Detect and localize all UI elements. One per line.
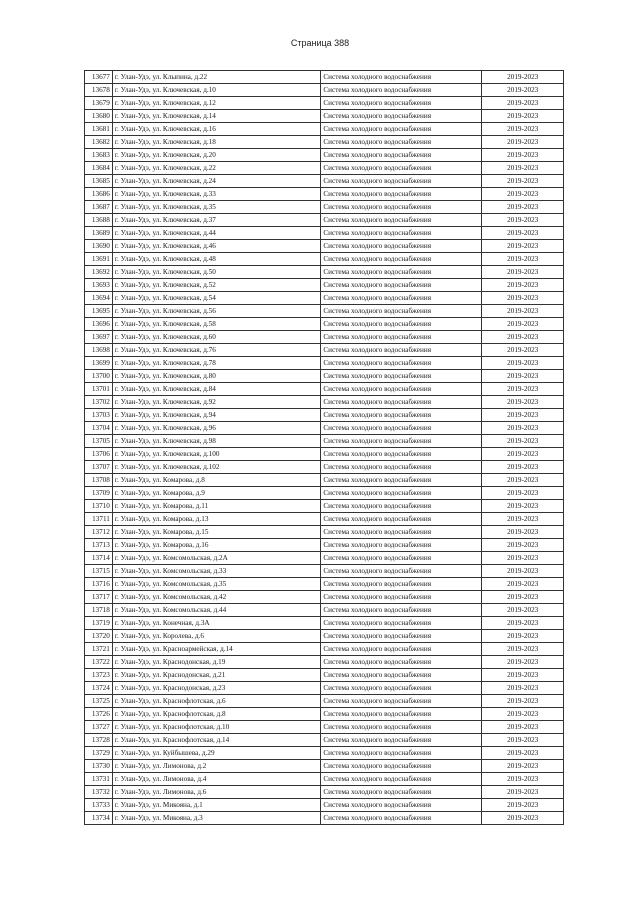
address-cell: г. Улан-Удэ, ул. Ключевская, д.24 — [112, 175, 321, 188]
system-cell: Система холодного водоснабжения — [321, 747, 482, 760]
system-cell: Система холодного водоснабжения — [321, 162, 482, 175]
system-cell: Система холодного водоснабжения — [321, 318, 482, 331]
period-cell: 2019-2023 — [482, 747, 564, 760]
row-number-cell: 13702 — [85, 396, 113, 409]
row-number-cell: 13712 — [85, 526, 113, 539]
table-row — [85, 318, 564, 331]
row-number-cell: 13728 — [85, 734, 113, 747]
period-cell: 2019-2023 — [482, 71, 564, 84]
address-cell: г. Улан-Удэ, ул. Краснодонская, д.23 — [112, 682, 321, 695]
row-number-cell: 13733 — [85, 799, 113, 812]
address-cell: г. Улан-Удэ, ул. Ключевская, д.12 — [112, 97, 321, 110]
table-row — [85, 201, 564, 214]
row-number-cell: 13699 — [85, 357, 113, 370]
address-cell: г. Улан-Удэ, ул. Краснофлотская, д.10 — [112, 721, 321, 734]
address-cell: г. Улан-Удэ, ул. Ключевская, д.16 — [112, 123, 321, 136]
table-row — [85, 513, 564, 526]
system-cell: Система холодного водоснабжения — [321, 448, 482, 461]
table-row — [85, 682, 564, 695]
system-cell: Система холодного водоснабжения — [321, 409, 482, 422]
system-cell: Система холодного водоснабжения — [321, 630, 482, 643]
row-number-cell: 13707 — [85, 461, 113, 474]
system-cell: Система холодного водоснабжения — [321, 227, 482, 240]
table-row — [85, 97, 564, 110]
period-cell: 2019-2023 — [482, 162, 564, 175]
address-cell: г. Улан-Удэ, ул. Ключевская, д.92 — [112, 396, 321, 409]
table-row — [85, 656, 564, 669]
address-cell: г. Улан-Удэ, ул. Ключевская, д.54 — [112, 292, 321, 305]
system-cell: Система холодного водоснабжения — [321, 188, 482, 201]
system-cell: Система холодного водоснабжения — [321, 253, 482, 266]
row-number-cell: 13711 — [85, 513, 113, 526]
period-cell: 2019-2023 — [482, 734, 564, 747]
table-row — [85, 175, 564, 188]
address-cell: г. Улан-Удэ, ул. Комсомольская, д.33 — [112, 565, 321, 578]
address-cell: г. Улан-Удэ, ул. Лимонова, д.6 — [112, 786, 321, 799]
system-cell: Система холодного водоснабжения — [321, 604, 482, 617]
period-cell: 2019-2023 — [482, 344, 564, 357]
row-number-cell: 13689 — [85, 227, 113, 240]
address-cell: г. Улан-Удэ, ул. Краснофлотская, д.14 — [112, 734, 321, 747]
period-cell: 2019-2023 — [482, 682, 564, 695]
system-cell: Система холодного водоснабжения — [321, 721, 482, 734]
period-cell: 2019-2023 — [482, 84, 564, 97]
row-number-cell: 13731 — [85, 773, 113, 786]
period-cell: 2019-2023 — [482, 799, 564, 812]
address-cell: г. Улан-Удэ, ул. Лимонова, д.2 — [112, 760, 321, 773]
system-cell: Система холодного водоснабжения — [321, 578, 482, 591]
system-cell: Система холодного водоснабжения — [321, 214, 482, 227]
period-cell: 2019-2023 — [482, 786, 564, 799]
row-number-cell: 13698 — [85, 344, 113, 357]
period-cell: 2019-2023 — [482, 474, 564, 487]
system-cell: Система холодного водоснабжения — [321, 565, 482, 578]
table-row — [85, 370, 564, 383]
address-cell: г. Улан-Удэ, ул. Комарова, д.11 — [112, 500, 321, 513]
table-row — [85, 578, 564, 591]
program-table — [84, 70, 564, 825]
system-cell: Система холодного водоснабжения — [321, 656, 482, 669]
row-number-cell: 13724 — [85, 682, 113, 695]
period-cell: 2019-2023 — [482, 669, 564, 682]
table-row — [85, 799, 564, 812]
table-row — [85, 240, 564, 253]
address-cell: г. Улан-Удэ, ул. Конечная, д.3А — [112, 617, 321, 630]
period-cell: 2019-2023 — [482, 370, 564, 383]
period-cell: 2019-2023 — [482, 487, 564, 500]
row-number-cell: 13715 — [85, 565, 113, 578]
table-row — [85, 214, 564, 227]
table-row — [85, 331, 564, 344]
system-cell: Система холодного водоснабжения — [321, 461, 482, 474]
period-cell: 2019-2023 — [482, 188, 564, 201]
period-cell: 2019-2023 — [482, 500, 564, 513]
system-cell: Система холодного водоснабжения — [321, 240, 482, 253]
system-cell: Система холодного водоснабжения — [321, 812, 482, 825]
address-cell: г. Улан-Удэ, ул. Ключевская, д.22 — [112, 162, 321, 175]
system-cell: Система холодного водоснабжения — [321, 513, 482, 526]
system-cell: Система холодного водоснабжения — [321, 773, 482, 786]
table-row — [85, 84, 564, 97]
table-row — [85, 565, 564, 578]
row-number-cell: 13703 — [85, 409, 113, 422]
address-cell: г. Улан-Удэ, ул. Краснодонская, д.21 — [112, 669, 321, 682]
system-cell: Система холодного водоснабжения — [321, 552, 482, 565]
row-number-cell: 13710 — [85, 500, 113, 513]
system-cell: Система холодного водоснабжения — [321, 357, 482, 370]
period-cell: 2019-2023 — [482, 409, 564, 422]
row-number-cell: 13705 — [85, 435, 113, 448]
row-number-cell: 13713 — [85, 539, 113, 552]
address-cell: г. Улан-Удэ, ул. Ключевская, д.44 — [112, 227, 321, 240]
address-cell: г. Улан-Удэ, ул. Ключевская, д.94 — [112, 409, 321, 422]
address-cell: г. Улан-Удэ, ул. Ключевская, д.78 — [112, 357, 321, 370]
row-number-cell: 13727 — [85, 721, 113, 734]
row-number-cell: 13730 — [85, 760, 113, 773]
system-cell: Система холодного водоснабжения — [321, 136, 482, 149]
period-cell: 2019-2023 — [482, 240, 564, 253]
row-number-cell: 13706 — [85, 448, 113, 461]
period-cell: 2019-2023 — [482, 526, 564, 539]
row-number-cell: 13681 — [85, 123, 113, 136]
system-cell: Система холодного водоснабжения — [321, 799, 482, 812]
table-row — [85, 448, 564, 461]
row-number-cell: 13691 — [85, 253, 113, 266]
table-row — [85, 123, 564, 136]
table-body — [85, 71, 564, 825]
period-cell: 2019-2023 — [482, 604, 564, 617]
address-cell: г. Улан-Удэ, ул. Комарова, д.9 — [112, 487, 321, 500]
address-cell: г. Улан-Удэ, ул. Краснофлотская, д.6 — [112, 695, 321, 708]
address-cell: г. Улан-Удэ, ул. Ключевская, д.33 — [112, 188, 321, 201]
row-number-cell: 13720 — [85, 630, 113, 643]
system-cell: Система холодного водоснабжения — [321, 734, 482, 747]
address-cell: г. Улан-Удэ, ул. Ключевская, д.37 — [112, 214, 321, 227]
table-row — [85, 643, 564, 656]
system-cell: Система холодного водоснабжения — [321, 305, 482, 318]
table-row — [85, 630, 564, 643]
row-number-cell: 13685 — [85, 175, 113, 188]
address-cell: г. Улан-Удэ, ул. Ключевская, д.14 — [112, 110, 321, 123]
address-cell: г. Улан-Удэ, ул. Ключевская, д.56 — [112, 305, 321, 318]
row-number-cell: 13726 — [85, 708, 113, 721]
row-number-cell: 13722 — [85, 656, 113, 669]
address-cell: г. Улан-Удэ, ул. Микояна, д.1 — [112, 799, 321, 812]
period-cell: 2019-2023 — [482, 227, 564, 240]
row-number-cell: 13704 — [85, 422, 113, 435]
row-number-cell: 13692 — [85, 266, 113, 279]
table-row — [85, 591, 564, 604]
system-cell: Система холодного водоснабжения — [321, 591, 482, 604]
system-cell: Система холодного водоснабжения — [321, 617, 482, 630]
row-number-cell: 13700 — [85, 370, 113, 383]
address-cell: г. Улан-Удэ, ул. Микояна, д.3 — [112, 812, 321, 825]
table-row — [85, 253, 564, 266]
system-cell: Система холодного водоснабжения — [321, 682, 482, 695]
period-cell: 2019-2023 — [482, 656, 564, 669]
period-cell: 2019-2023 — [482, 305, 564, 318]
table-row — [85, 604, 564, 617]
period-cell: 2019-2023 — [482, 357, 564, 370]
system-cell: Система холодного водоснабжения — [321, 526, 482, 539]
system-cell: Система холодного водоснабжения — [321, 201, 482, 214]
system-cell: Система холодного водоснабжения — [321, 149, 482, 162]
row-number-cell: 13729 — [85, 747, 113, 760]
table-row — [85, 734, 564, 747]
address-cell: г. Улан-Удэ, ул. Ключевская, д.100 — [112, 448, 321, 461]
row-number-cell: 13688 — [85, 214, 113, 227]
table-row — [85, 526, 564, 539]
system-cell: Система холодного водоснабжения — [321, 695, 482, 708]
system-cell: Система холодного водоснабжения — [321, 84, 482, 97]
row-number-cell: 13690 — [85, 240, 113, 253]
address-cell: г. Улан-Удэ, ул. Ключевская, д.60 — [112, 331, 321, 344]
table-row — [85, 227, 564, 240]
table-row — [85, 474, 564, 487]
period-cell: 2019-2023 — [482, 630, 564, 643]
system-cell: Система холодного водоснабжения — [321, 708, 482, 721]
address-cell: г. Улан-Удэ, ул. Краснофлотская, д.8 — [112, 708, 321, 721]
table-row — [85, 383, 564, 396]
period-cell: 2019-2023 — [482, 721, 564, 734]
address-cell: г. Улан-Удэ, ул. Красноармейская, д.14 — [112, 643, 321, 656]
period-cell: 2019-2023 — [482, 97, 564, 110]
system-cell: Система холодного водоснабжения — [321, 71, 482, 84]
period-cell: 2019-2023 — [482, 123, 564, 136]
row-number-cell: 13719 — [85, 617, 113, 630]
row-number-cell: 13678 — [85, 84, 113, 97]
period-cell: 2019-2023 — [482, 422, 564, 435]
period-cell: 2019-2023 — [482, 266, 564, 279]
period-cell: 2019-2023 — [482, 136, 564, 149]
table-row — [85, 773, 564, 786]
period-cell: 2019-2023 — [482, 448, 564, 461]
address-cell: г. Улан-Удэ, ул. Ключевская, д.98 — [112, 435, 321, 448]
table-row — [85, 617, 564, 630]
address-cell: г. Улан-Удэ, ул. Ключевская, д.96 — [112, 422, 321, 435]
period-cell: 2019-2023 — [482, 253, 564, 266]
address-cell: г. Улан-Удэ, ул. Комсомольская, д.42 — [112, 591, 321, 604]
row-number-cell: 13684 — [85, 162, 113, 175]
table-row — [85, 149, 564, 162]
row-number-cell: 13683 — [85, 149, 113, 162]
row-number-cell: 13725 — [85, 695, 113, 708]
address-cell: г. Улан-Удэ, ул. Ключевская, д.35 — [112, 201, 321, 214]
row-number-cell: 13732 — [85, 786, 113, 799]
period-cell: 2019-2023 — [482, 214, 564, 227]
table-row — [85, 552, 564, 565]
address-cell: г. Улан-Удэ, ул. Комарова, д.8 — [112, 474, 321, 487]
table-row — [85, 110, 564, 123]
row-number-cell: 13682 — [85, 136, 113, 149]
period-cell: 2019-2023 — [482, 292, 564, 305]
period-cell: 2019-2023 — [482, 565, 564, 578]
period-cell: 2019-2023 — [482, 539, 564, 552]
system-cell: Система холодного водоснабжения — [321, 760, 482, 773]
table-row — [85, 136, 564, 149]
period-cell: 2019-2023 — [482, 617, 564, 630]
period-cell: 2019-2023 — [482, 591, 564, 604]
period-cell: 2019-2023 — [482, 149, 564, 162]
row-number-cell: 13695 — [85, 305, 113, 318]
row-number-cell: 13709 — [85, 487, 113, 500]
address-cell: г. Улан-Удэ, ул. Ключевская, д.48 — [112, 253, 321, 266]
table-row — [85, 279, 564, 292]
address-cell: г. Улан-Удэ, ул. Ключевская, д.46 — [112, 240, 321, 253]
table-row — [85, 409, 564, 422]
table-row — [85, 669, 564, 682]
address-cell: г. Улан-Удэ, ул. Ключевская, д.58 — [112, 318, 321, 331]
system-cell: Система холодного водоснабжения — [321, 266, 482, 279]
table-row — [85, 786, 564, 799]
period-cell: 2019-2023 — [482, 383, 564, 396]
period-cell: 2019-2023 — [482, 643, 564, 656]
system-cell: Система холодного водоснабжения — [321, 279, 482, 292]
period-cell: 2019-2023 — [482, 708, 564, 721]
address-cell: г. Улан-Удэ, ул. Комсомольская, д.2А — [112, 552, 321, 565]
system-cell: Система холодного водоснабжения — [321, 422, 482, 435]
period-cell: 2019-2023 — [482, 435, 564, 448]
period-cell: 2019-2023 — [482, 331, 564, 344]
system-cell: Система холодного водоснабжения — [321, 292, 482, 305]
period-cell: 2019-2023 — [482, 110, 564, 123]
system-cell: Система холодного водоснабжения — [321, 331, 482, 344]
period-cell: 2019-2023 — [482, 461, 564, 474]
address-cell: г. Улан-Удэ, ул. Ключевская, д.76 — [112, 344, 321, 357]
page-header: Страница 388 — [290, 38, 350, 48]
row-number-cell: 13708 — [85, 474, 113, 487]
table-row — [85, 396, 564, 409]
row-number-cell: 13701 — [85, 383, 113, 396]
row-number-cell: 13677 — [85, 71, 113, 84]
row-number-cell: 13721 — [85, 643, 113, 656]
address-cell: г. Улан-Удэ, ул. Комарова, д.16 — [112, 539, 321, 552]
system-cell: Система холодного водоснабжения — [321, 474, 482, 487]
period-cell: 2019-2023 — [482, 279, 564, 292]
row-number-cell: 13718 — [85, 604, 113, 617]
period-cell: 2019-2023 — [482, 552, 564, 565]
system-cell: Система холодного водоснабжения — [321, 786, 482, 799]
system-cell: Система холодного водоснабжения — [321, 487, 482, 500]
address-cell: г. Улан-Удэ, ул. Краснодонская, д.19 — [112, 656, 321, 669]
period-cell: 2019-2023 — [482, 773, 564, 786]
row-number-cell: 13717 — [85, 591, 113, 604]
row-number-cell: 13697 — [85, 331, 113, 344]
system-cell: Система холодного водоснабжения — [321, 435, 482, 448]
address-cell: г. Улан-Удэ, ул. Ключевская, д.80 — [112, 370, 321, 383]
table-row — [85, 435, 564, 448]
row-number-cell: 13694 — [85, 292, 113, 305]
address-cell: г. Улан-Удэ, ул. Комарова, д.15 — [112, 526, 321, 539]
table-row — [85, 695, 564, 708]
address-cell: г. Улан-Удэ, ул. Ключевская, д.10 — [112, 84, 321, 97]
table-row — [85, 487, 564, 500]
table-row — [85, 708, 564, 721]
row-number-cell: 13696 — [85, 318, 113, 331]
period-cell: 2019-2023 — [482, 812, 564, 825]
table-row — [85, 188, 564, 201]
system-cell: Система холодного водоснабжения — [321, 123, 482, 136]
table-row — [85, 721, 564, 734]
row-number-cell: 13734 — [85, 812, 113, 825]
row-number-cell: 13687 — [85, 201, 113, 214]
table-row — [85, 344, 564, 357]
table-row — [85, 812, 564, 825]
row-number-cell: 13679 — [85, 97, 113, 110]
address-cell: г. Улан-Удэ, ул. Ключевская, д.52 — [112, 279, 321, 292]
row-number-cell: 13723 — [85, 669, 113, 682]
address-cell: г. Улан-Удэ, ул. Ключевская, д.84 — [112, 383, 321, 396]
system-cell: Система холодного водоснабжения — [321, 396, 482, 409]
period-cell: 2019-2023 — [482, 201, 564, 214]
table-row — [85, 162, 564, 175]
table-row — [85, 422, 564, 435]
row-number-cell: 13714 — [85, 552, 113, 565]
period-cell: 2019-2023 — [482, 175, 564, 188]
table-row — [85, 357, 564, 370]
address-cell: г. Улан-Удэ, ул. Лимонова, д.4 — [112, 773, 321, 786]
address-cell: г. Улан-Удэ, ул. Ключевская, д.18 — [112, 136, 321, 149]
table-row — [85, 71, 564, 84]
address-cell: г. Улан-Удэ, ул. Ключевская, д.20 — [112, 149, 321, 162]
period-cell: 2019-2023 — [482, 760, 564, 773]
system-cell: Система холодного водоснабжения — [321, 344, 482, 357]
period-cell: 2019-2023 — [482, 396, 564, 409]
system-cell: Система холодного водоснабжения — [321, 370, 482, 383]
table-row — [85, 747, 564, 760]
table-row — [85, 266, 564, 279]
row-number-cell: 13693 — [85, 279, 113, 292]
period-cell: 2019-2023 — [482, 578, 564, 591]
table-row — [85, 539, 564, 552]
address-cell: г. Улан-Удэ, ул. Королева, д.6 — [112, 630, 321, 643]
row-number-cell: 13716 — [85, 578, 113, 591]
system-cell: Система холодного водоснабжения — [321, 383, 482, 396]
address-cell: г. Улан-Удэ, ул. Куйбышева, д.29 — [112, 747, 321, 760]
table-row — [85, 461, 564, 474]
system-cell: Система холодного водоснабжения — [321, 669, 482, 682]
table-row — [85, 305, 564, 318]
system-cell: Система холодного водоснабжения — [321, 97, 482, 110]
period-cell: 2019-2023 — [482, 513, 564, 526]
address-cell: г. Улан-Удэ, ул. Комсомольская, д.44 — [112, 604, 321, 617]
table-row — [85, 760, 564, 773]
row-number-cell: 13686 — [85, 188, 113, 201]
address-cell: г. Улан-Удэ, ул. Ключевская, д.102 — [112, 461, 321, 474]
table-row — [85, 500, 564, 513]
system-cell: Система холодного водоснабжения — [321, 110, 482, 123]
address-cell: г. Улан-Удэ, ул. Клыпина, д.22 — [112, 71, 321, 84]
row-number-cell: 13680 — [85, 110, 113, 123]
address-cell: г. Улан-Удэ, ул. Ключевская, д.50 — [112, 266, 321, 279]
system-cell: Система холодного водоснабжения — [321, 539, 482, 552]
system-cell: Система холодного водоснабжения — [321, 175, 482, 188]
system-cell: Система холодного водоснабжения — [321, 643, 482, 656]
address-cell: г. Улан-Удэ, ул. Комсомольская, д.35 — [112, 578, 321, 591]
period-cell: 2019-2023 — [482, 695, 564, 708]
period-cell: 2019-2023 — [482, 318, 564, 331]
system-cell: Система холодного водоснабжения — [321, 500, 482, 513]
address-cell: г. Улан-Удэ, ул. Комарова, д.13 — [112, 513, 321, 526]
table-row — [85, 292, 564, 305]
